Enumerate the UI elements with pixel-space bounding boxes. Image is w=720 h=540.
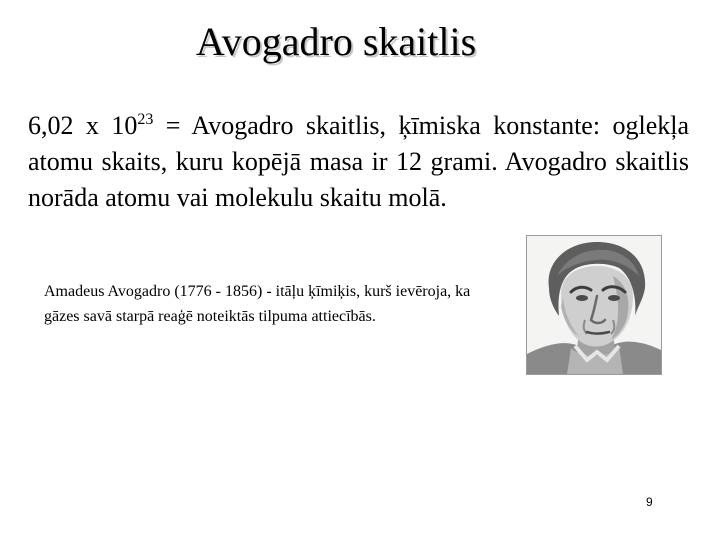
avogadro-number-exponent: 23 <box>137 111 154 128</box>
portrait-caption: Amadeus Avogadro (1776 - 1856) - itāļu ķīmiķis, kurš ievēroja, ka gāzes savā starpā reaģē noteiktās tilpuma attiecībās. <box>44 283 471 325</box>
page-number: 9 <box>646 495 653 509</box>
avogadro-portrait <box>526 235 662 375</box>
slide-title: Avogadro skaitlis <box>195 19 477 64</box>
definition-text: = Avogadro skaitlis, ķīmiska konstante: oglekļa atomu skaits, kuru kopējā masa ir 12 grami. Avogadro skaitlis norāda atomu vai molekulu skaitu molā. <box>28 111 690 212</box>
definition-paragraph <box>28 108 689 216</box>
portrait-drawing <box>527 236 661 374</box>
avogadro-number-mantissa: 6,02 x 10 <box>28 111 138 140</box>
